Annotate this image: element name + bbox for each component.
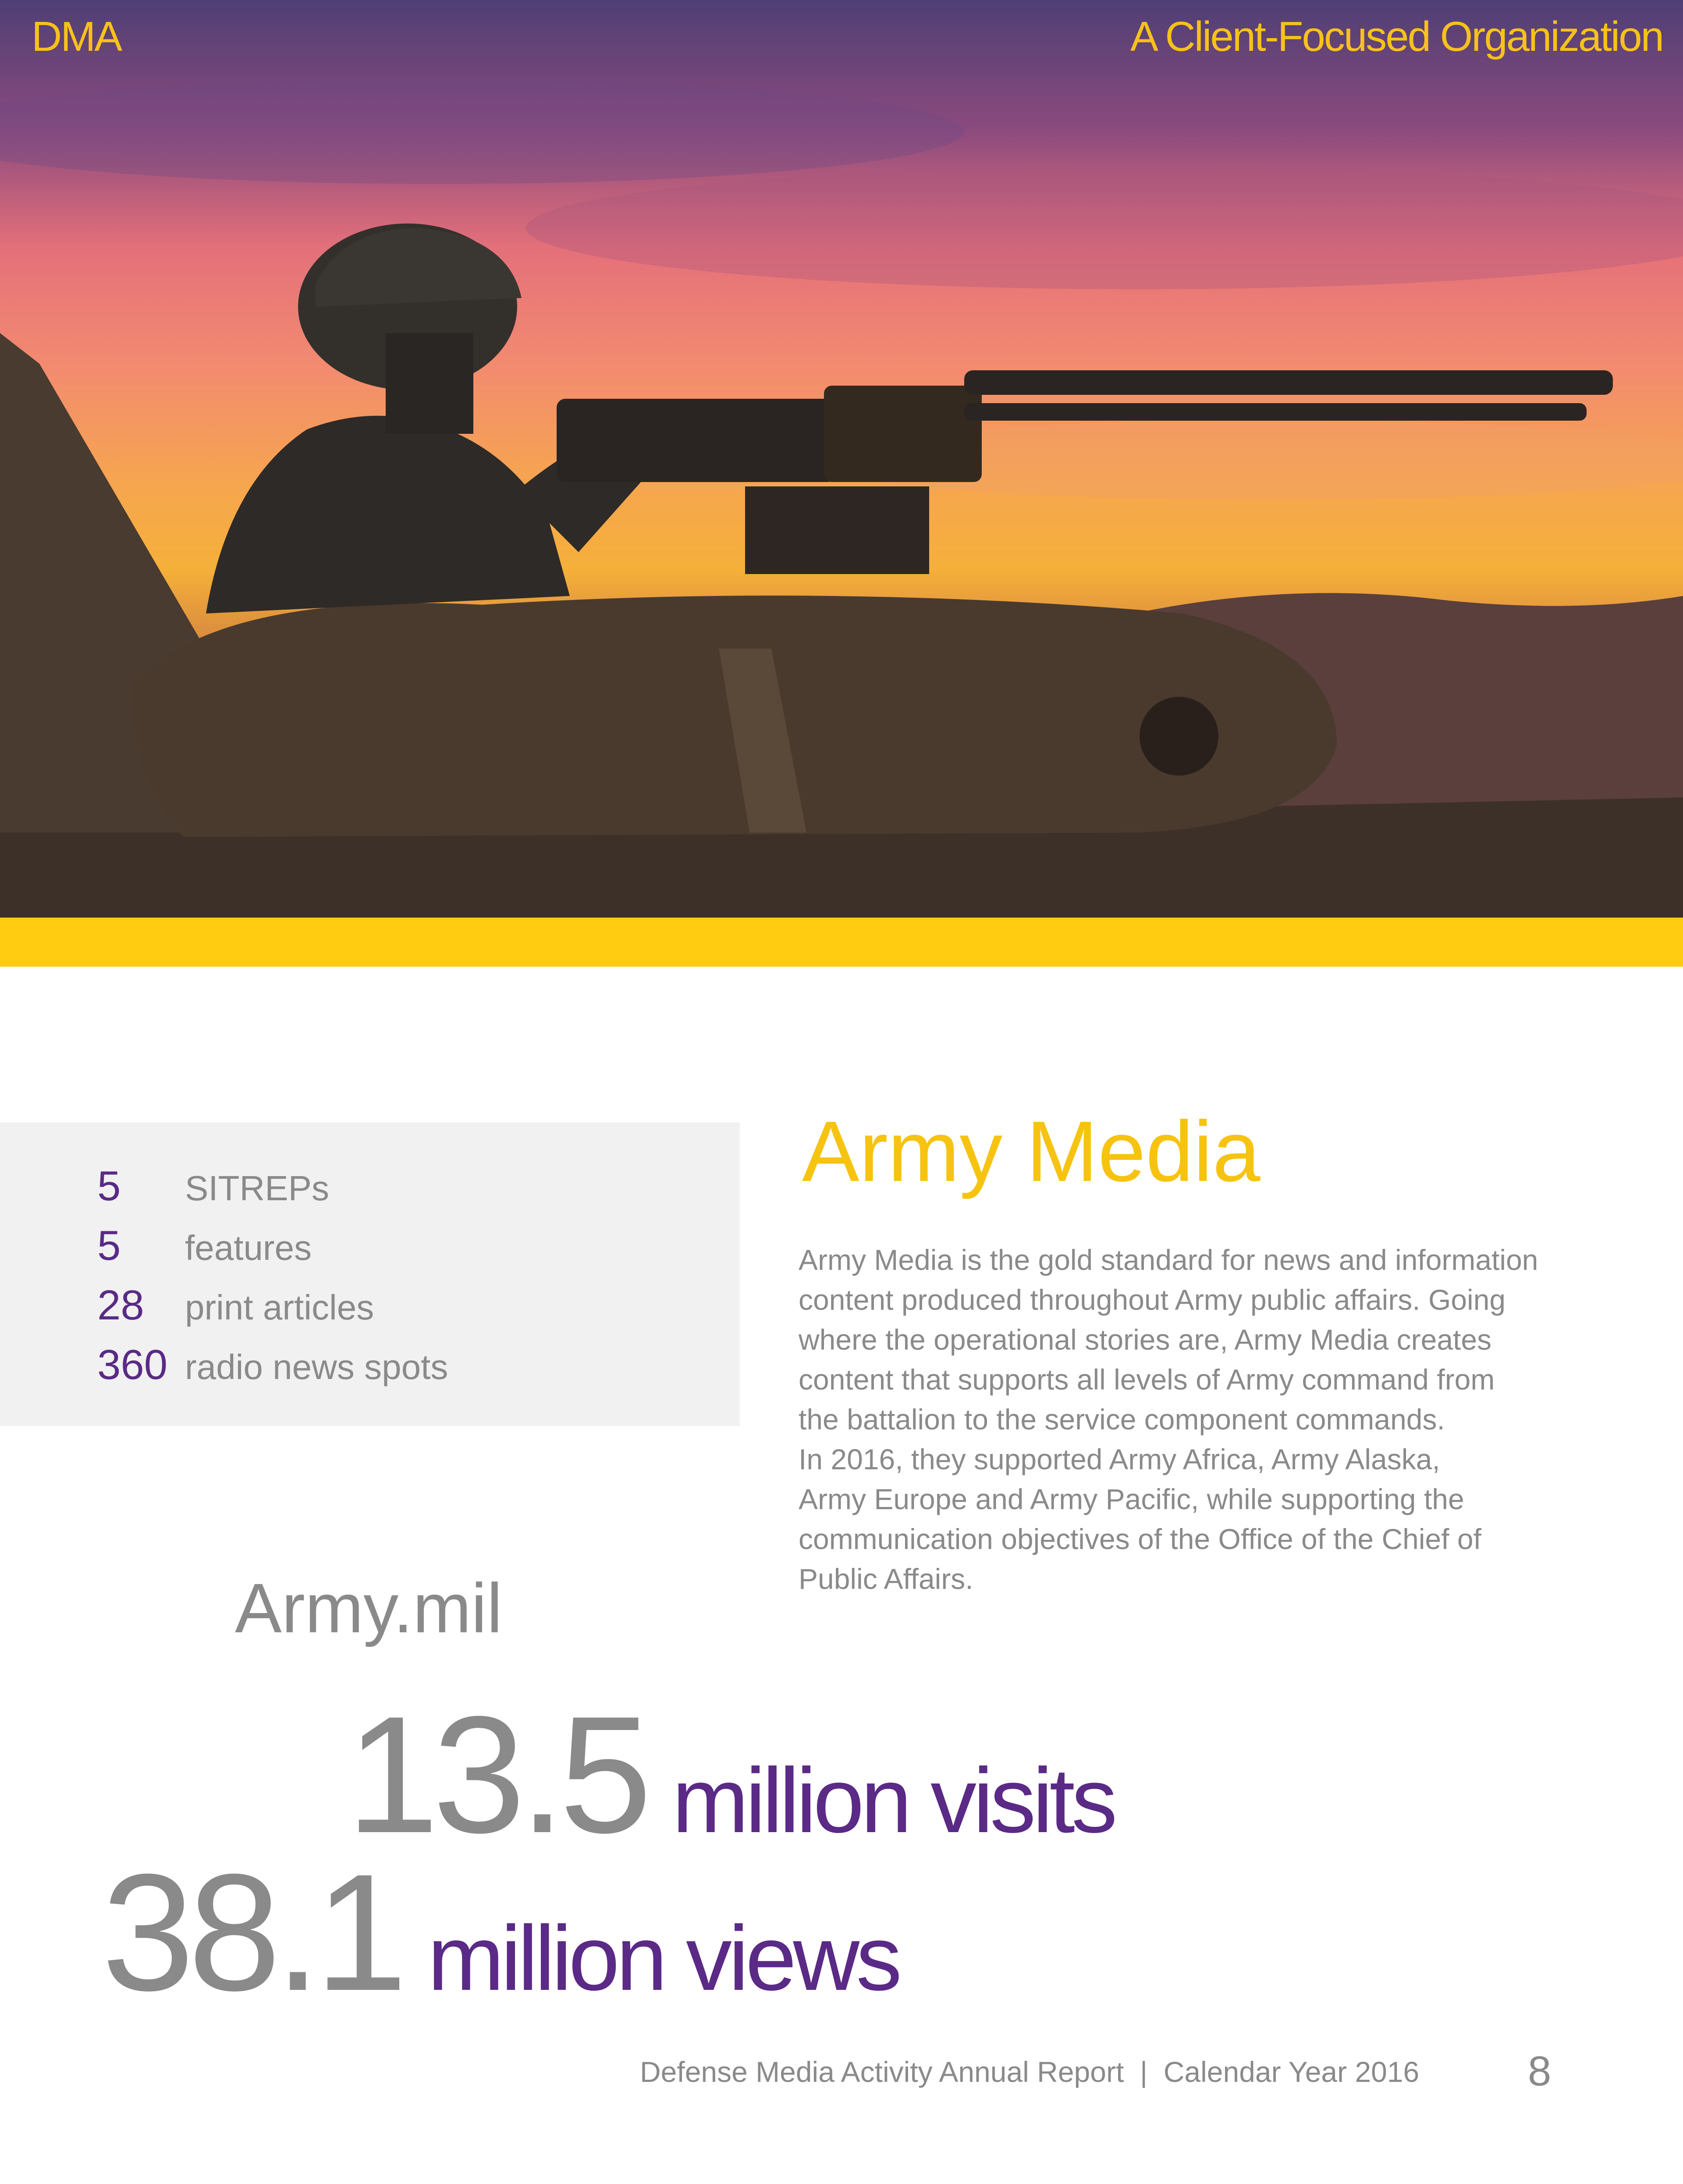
body-line: content produced throughout Army public affairs. Going <box>799 1283 1506 1316</box>
views-unit: million views <box>427 1907 899 2010</box>
section-title: Army Media <box>802 1103 1260 1199</box>
body-line: Army Europe and Army Pacific, while supporting the <box>799 1483 1464 1515</box>
accent-bar <box>0 918 1683 967</box>
stat-row <box>97 1281 374 1338</box>
stat-number: 360 <box>97 1341 168 1388</box>
stat-number: 28 <box>97 1282 144 1329</box>
stat-row <box>97 1222 312 1279</box>
soldier-silhouette-image <box>0 0 1683 918</box>
stat-label: SITREPs <box>185 1169 329 1208</box>
stat-row <box>97 1162 329 1219</box>
views-stat <box>102 1839 899 2025</box>
stat-row <box>97 1341 448 1398</box>
body-line: Public Affairs. <box>799 1563 973 1595</box>
website-title: Army.mil <box>235 1569 503 1647</box>
visits-unit: million visits <box>672 1749 1114 1852</box>
visits-stat <box>346 1681 1114 1868</box>
hero-photo <box>0 0 1683 918</box>
body-line: In 2016, they supported Army Africa, Army Alaska, <box>799 1443 1440 1475</box>
body-line: Army Media is the gold standard for news and information <box>799 1244 1538 1276</box>
views-number: 38.1 <box>102 1839 401 2025</box>
visits-number: 13.5 <box>346 1681 646 1868</box>
body-line: where the operational stories are, Army Media creates <box>799 1323 1492 1356</box>
page-number: 8 <box>1528 2048 1552 2095</box>
header-tagline: A Client-Focused Organization <box>1130 13 1663 60</box>
stat-number: 5 <box>97 1222 121 1269</box>
body-line: the battalion to the service component commands. <box>799 1403 1445 1436</box>
stat-label: radio news spots <box>185 1347 448 1386</box>
section-body <box>799 1240 1609 1599</box>
stat-label: print articles <box>185 1288 374 1327</box>
header-dma: DMA <box>32 13 121 60</box>
stat-number: 5 <box>97 1163 121 1209</box>
body-line: content that supports all levels of Army command from <box>799 1363 1495 1396</box>
stat-label: features <box>185 1228 312 1267</box>
stats-panel <box>0 1123 740 1426</box>
footer-text: Defense Media Activity Annual Report | Calendar Year 2016 <box>640 2056 1420 2088</box>
body-line: communication objectives of the Office of the Chief of <box>799 1523 1481 1555</box>
